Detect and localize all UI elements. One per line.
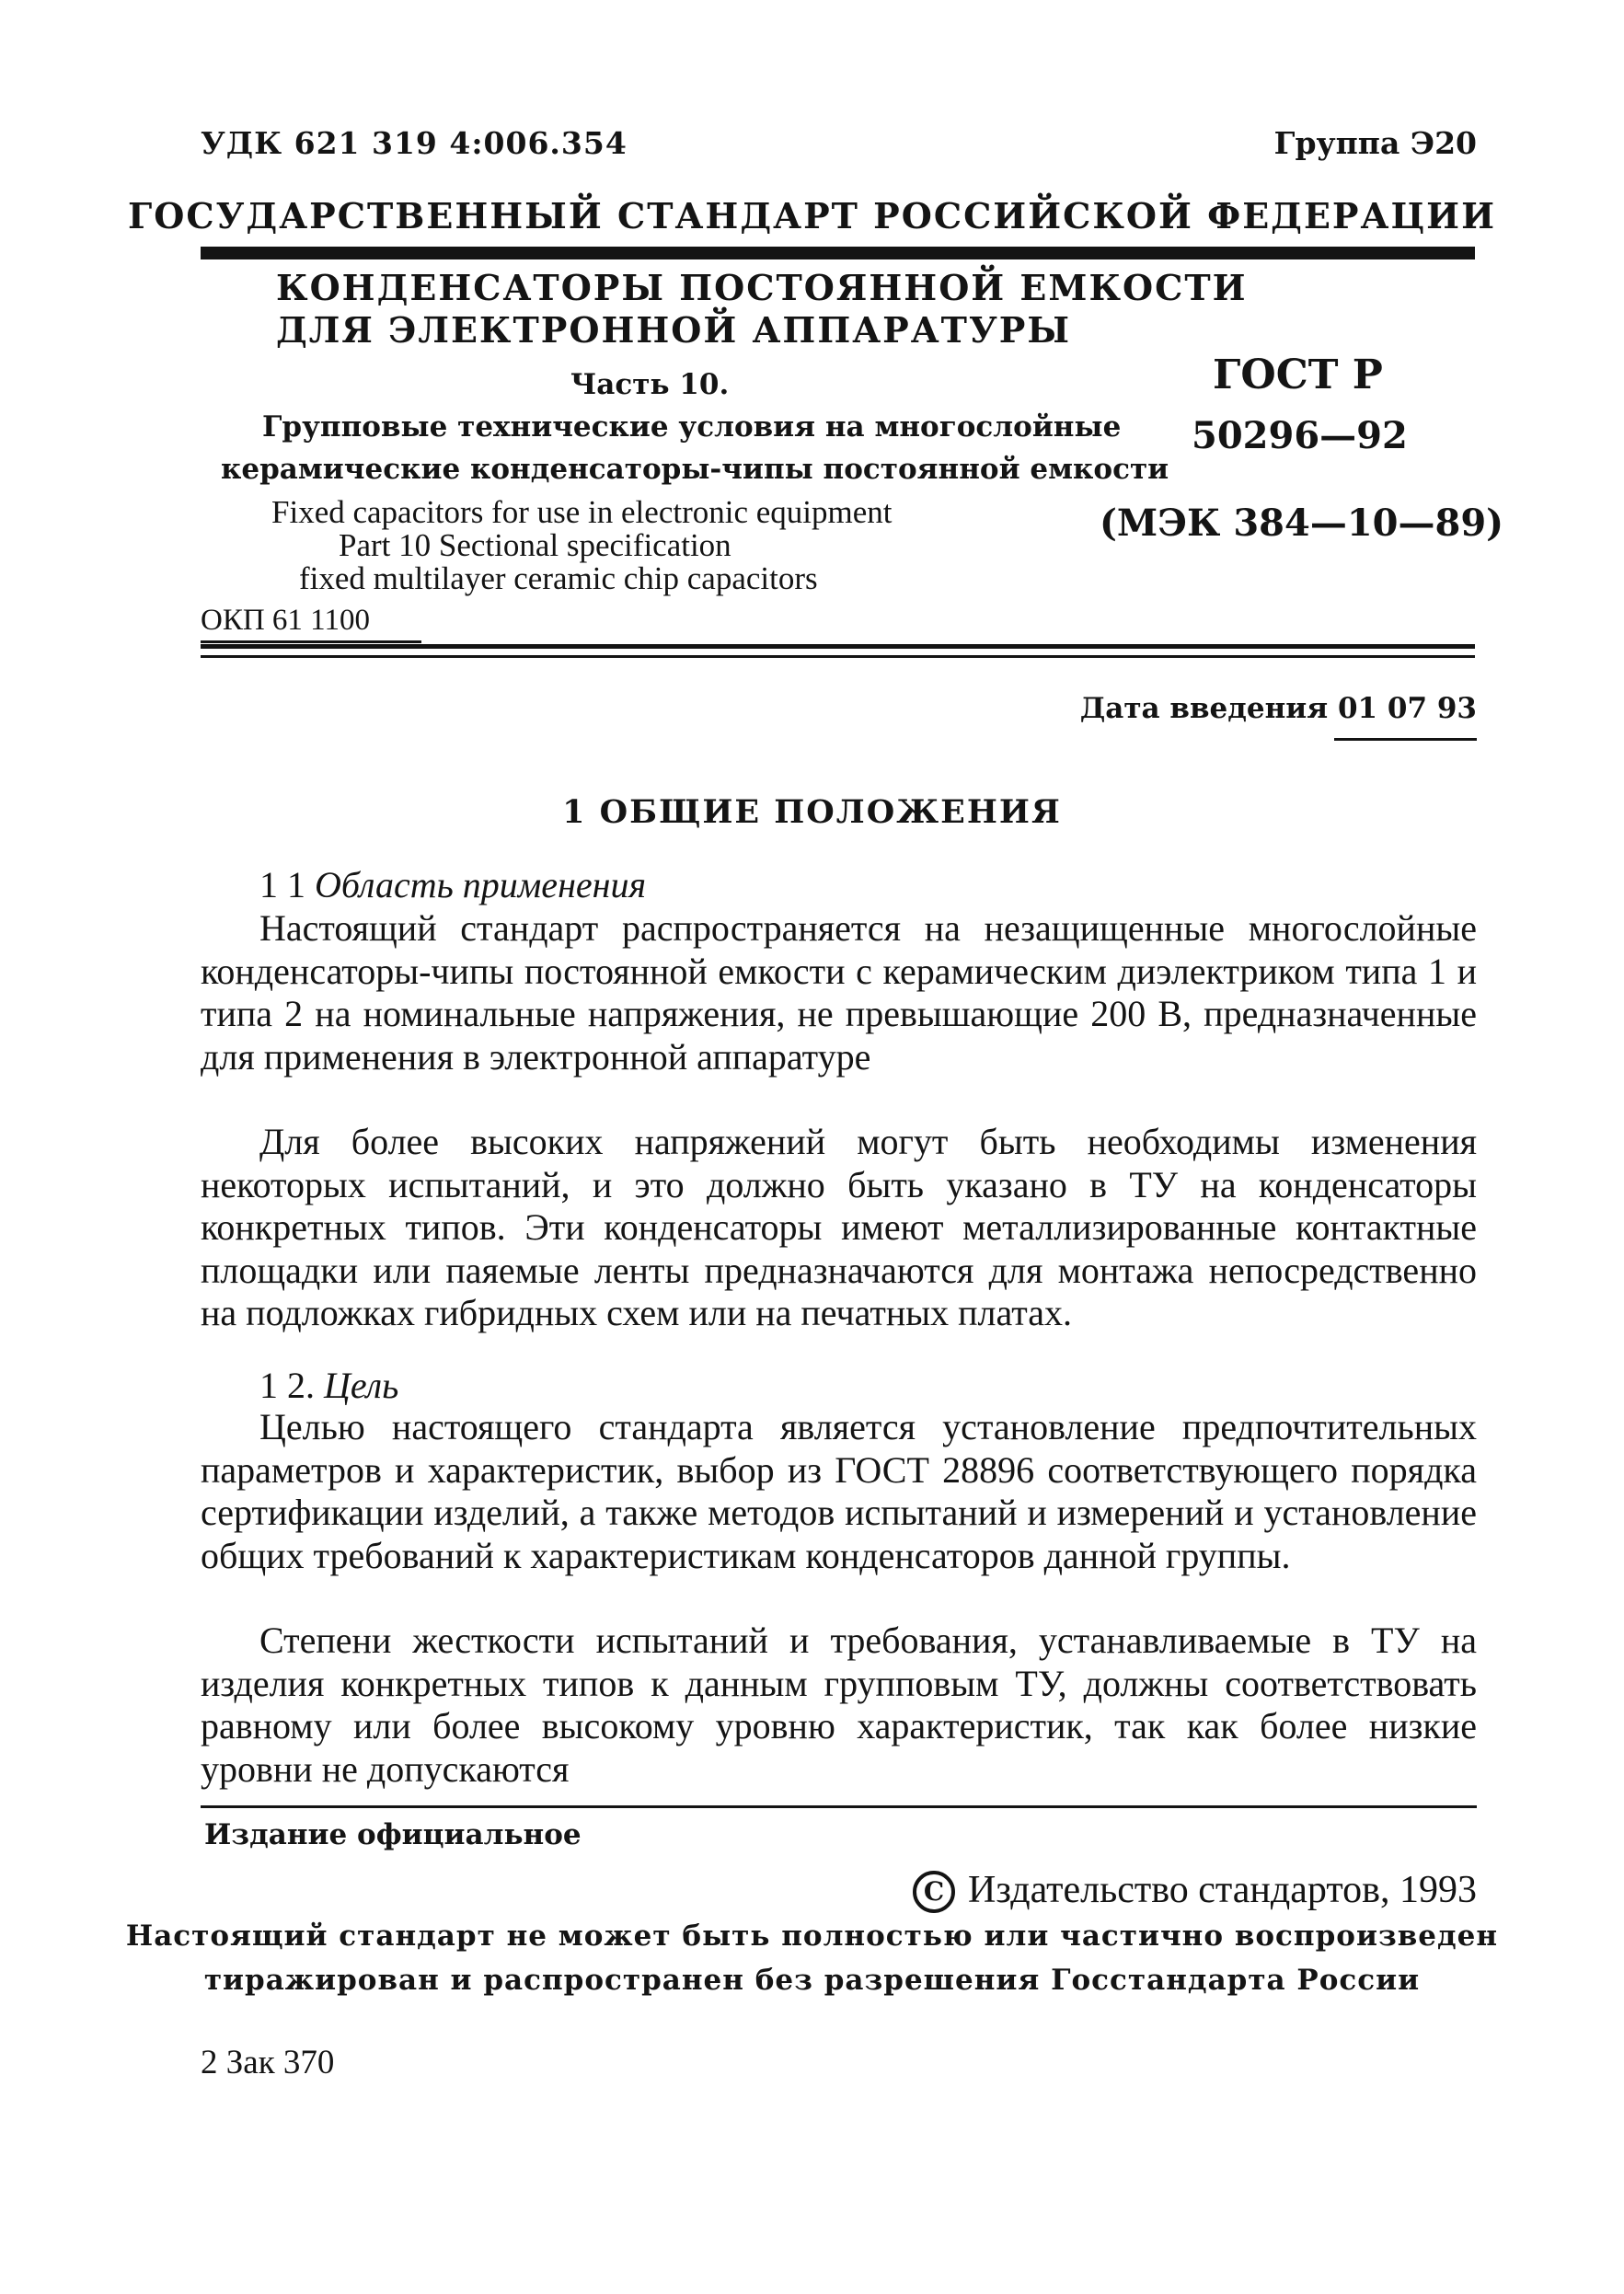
okp-underline: [201, 640, 421, 643]
title-line-1: КОНДЕНСАТОРЫ ПОСТОЯННОЙ ЕМКОСТИ: [276, 267, 1248, 308]
part-number: Часть 10.: [570, 368, 730, 401]
paragraph-purpose: Целью настоящего стандарта является установление предпочтительных параметров и характеристик, выбор из ГОСТ 28896 соответствующего порядка сертификации изделий, а также методов испытаний и измерений и установление общих требований к характеристикам конденсаторов данной группы.: [201, 1406, 1477, 1576]
iec-reference: (МЭК 384—10—89): [1100, 501, 1504, 545]
paragraph-severity: Степени жесткости испытаний и требования, устанавливаемые в ТУ на изделия конкретных типов к данным групповым ТУ, должны соответствовать равному или более высокому уровню характеристик, так как более низкие уровни не допускаются: [201, 1620, 1477, 1790]
group-code: Группа Э20: [1273, 125, 1477, 161]
date-underline: [1334, 738, 1477, 741]
paragraph-scope: Настоящий стандарт распространяется на незащищенные многослойные конденсаторы-чипы постоянной емкости с керамическим диэлектриком типа 1 и типа 2 на номинальные напряжения, не превышающие 200 В, предназначенные для применения в электронной аппаратуре: [201, 907, 1477, 1078]
order-number: 2 Зак 370: [201, 2044, 335, 2081]
gost-number: 50296—92: [1192, 414, 1408, 457]
subsection-number: 1 1: [259, 864, 305, 905]
title-double-rule-top: [201, 644, 1475, 649]
subsection-title: Цель: [324, 1365, 399, 1406]
section-title: 1 ОБЩИЕ ПОЛОЖЕНИЯ: [562, 793, 1062, 831]
copyright-line: [913, 1868, 1477, 1913]
title-desc-line-1: Групповые технические условия на многослойные: [262, 410, 1122, 444]
footer-rule: [201, 1805, 1477, 1808]
title-line-2: ДЛЯ ЭЛЕКТРОННОЙ АППАРАТУРЫ: [276, 309, 1072, 351]
header-thick-rule: [201, 247, 1475, 259]
subsection-heading-purpose: [259, 1364, 398, 1407]
copyright-text: Издательство стандартов, 1993: [968, 1869, 1477, 1911]
english-title-line-1: Fixed capacitors for use in electronic equipment: [271, 494, 893, 530]
introduction-date: Дата введения 01 07 93: [1079, 692, 1477, 725]
reproduction-notice-line-1: Настоящий стандарт не может быть полностью или частично воспроизведен: [125, 1919, 1499, 1953]
subsection-heading-scope: [259, 863, 646, 906]
reproduction-notice-line-2: тиражирован и распространен без разрешения Госстандарта России: [203, 1964, 1421, 1997]
paragraph-high-voltage: Для более высоких напряжений могут быть необходимы изменения некоторых испытаний, и это должно быть указано в ТУ на конденсаторы конкретных типов. Эти конденсаторы имеют металлизированные контактные площадки или паяемые ленты предназначаются для монтажа непосредственно на подложках гибридных схем или на печатных платах.: [201, 1121, 1477, 1333]
udk-code: УДК 621 319 4:006.354: [201, 125, 628, 161]
subsection-title: Область применения: [315, 864, 647, 905]
copyright-icon: C: [913, 1871, 955, 1913]
english-title-line-2: Part 10 Sectional specification: [339, 527, 731, 563]
title-desc-line-2: керамические конденсаторы-чипы постоянной емкости: [221, 453, 1169, 486]
gost-designation: ГОСТ Р: [1213, 352, 1383, 398]
english-title-line-3: fixed multilayer ceramic chip capacitors: [299, 560, 818, 596]
edition-label: Издание официальное: [204, 1818, 582, 1851]
title-double-rule-bottom: [201, 655, 1475, 658]
okp-code: ОКП 61 1100: [201, 604, 370, 637]
subsection-number: 1 2.: [259, 1365, 315, 1406]
state-standard-heading: ГОСУДАРСТВЕННЫЙ СТАНДАРТ РОССИЙСКОЙ ФЕДЕРАЦИИ: [128, 195, 1496, 236]
